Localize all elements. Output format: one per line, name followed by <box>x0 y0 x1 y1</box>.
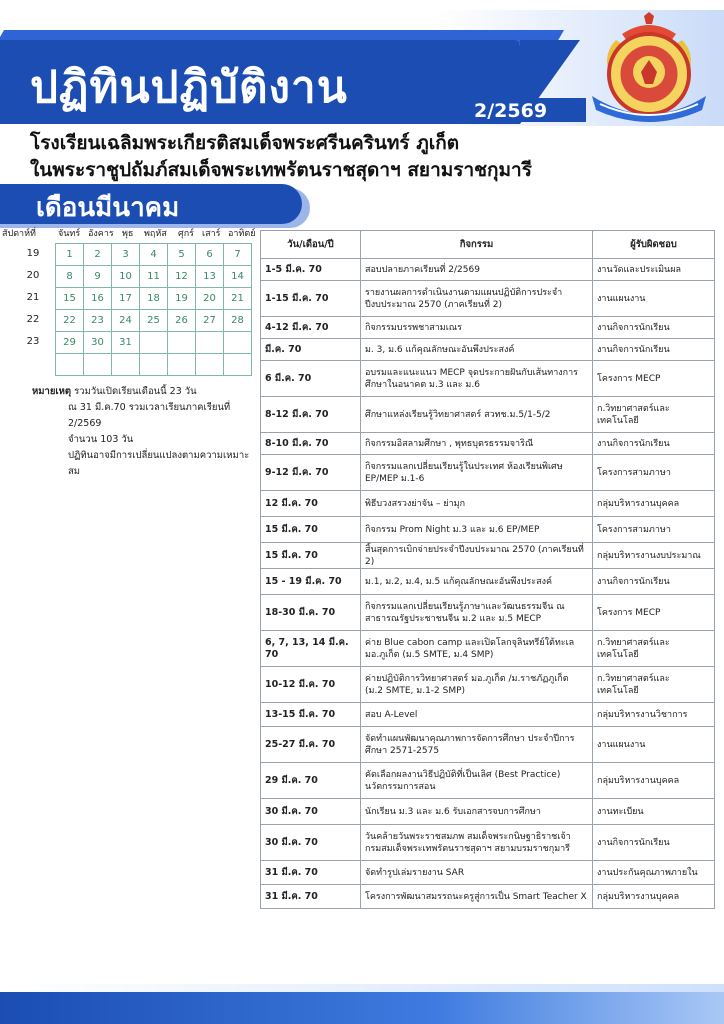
calendar-header <box>2 226 254 240</box>
footer-bar <box>0 992 724 1024</box>
school-name-line2: ในพระราชูปถัมภ์สมเด็จพระเทพรัตนราชสุดาฯ สยามราชกุมารี <box>30 159 532 181</box>
calendar-day: 27 <box>196 310 224 332</box>
calendar-day: 2 <box>84 244 112 266</box>
calendar-header-week: สัปดาห์ที่ <box>2 229 36 239</box>
calendar-day: 20 <box>196 288 224 310</box>
schedule-activity-cell: กิจกรรมบรรพชาสามเณร <box>361 317 593 339</box>
schedule-activity-cell: กิจกรรมแลกเปลี่ยนเรียนรู้ในประเทศ ห้องเรียนพิเศษ EP/MEP ม.1-6 <box>361 455 593 491</box>
schedule-date-cell: 10-12 มี.ค. 70 <box>261 667 361 703</box>
school-name-line1: โรงเรียนเฉลิมพระเกียรติสมเด็จพระศรีนครินทร์ ภูเก็ต <box>30 132 460 154</box>
schedule-date-cell: 25-27 มี.ค. 70 <box>261 727 361 763</box>
school-seal-icon <box>582 12 716 128</box>
schedule-activity-cell: ศึกษาแหล่งเรียนรู้วิทยาศาสตร์ สวทช.ม.5/1-5/2 <box>361 397 593 433</box>
schedule-activity-cell: กิจกรรมอิสลามศึกษา , พุทธบุตรธรรมจาริณี <box>361 433 593 455</box>
schedule-owner-cell: งานแผนงาน <box>593 281 715 317</box>
column-header-activity: กิจกรรม <box>361 231 593 259</box>
schedule-owner-cell: กลุ่มบริหารงานบุคคล <box>593 491 715 517</box>
calendar-day: 5 <box>168 244 196 266</box>
schedule-date-cell: 30 มี.ค. 70 <box>261 799 361 825</box>
week-number: 23 <box>26 336 40 347</box>
schedule-date-cell: 9-12 มี.ค. 70 <box>261 455 361 491</box>
calendar-grid <box>55 243 252 376</box>
calendar-day: 12 <box>168 266 196 288</box>
table-row <box>261 397 715 433</box>
calendar-day <box>168 354 196 376</box>
table-row <box>261 667 715 703</box>
schedule-activity-cell: จัดทำแผนพัฒนาคุณภาพการจัดการศึกษา ประจำปีการศึกษา 2571-2575 <box>361 727 593 763</box>
calendar-day <box>168 332 196 354</box>
schedule-owner-cell: ก.วิทยาศาสตร์และเทคโนโลยี <box>593 667 715 703</box>
week-number: 20 <box>26 270 40 281</box>
calendar-day: 19 <box>168 288 196 310</box>
term-label: 2/2569 <box>474 100 548 122</box>
schedule-activity-cell: สอบ A-Level <box>361 703 593 727</box>
calendar-day: 31 <box>112 332 140 354</box>
schedule-activity-cell: ม. 3, ม.6 แก้คุณลักษณะอันพึงประสงค์ <box>361 339 593 361</box>
schedule-owner-cell: งานกิจการนักเรียน <box>593 339 715 361</box>
schedule-owner-cell: งานแผนงาน <box>593 727 715 763</box>
calendar-header-day: พฤหัส <box>144 229 167 239</box>
calendar-day <box>224 354 252 376</box>
schedule-date-cell: 1-15 มี.ค. 70 <box>261 281 361 317</box>
schedule-owner-cell: โครงการสามภาษา <box>593 455 715 491</box>
calendar-day: 7 <box>224 244 252 266</box>
schedule-activity-cell: ค่ายปฏิบัติการวิทยาศาสตร์ มอ.ภูเก็ต /ม.ราชภัฏภูเก็ต (ม.2 SMTE, ม.1-2 SMP) <box>361 667 593 703</box>
schedule-owner-cell: กลุ่มบริหารงานบุคคล <box>593 885 715 909</box>
table-row <box>261 825 715 861</box>
column-header-owner: ผู้รับผิดชอบ <box>593 231 715 259</box>
calendar-header-day: ศุกร์ <box>178 229 194 239</box>
schedule-date-cell: 1-5 มี.ค. 70 <box>261 259 361 281</box>
table-row <box>261 885 715 909</box>
calendar-row <box>56 288 252 310</box>
calendar-day: 14 <box>224 266 252 288</box>
schedule-owner-cell: งานกิจการนักเรียน <box>593 433 715 455</box>
calendar-week-column <box>18 243 48 375</box>
schedule-date-cell: 8-12 มี.ค. 70 <box>261 397 361 433</box>
schedule-activity-cell: วันคล้ายวันพระราชสมภพ สมเด็จพระกนิษฐาธิราชเจ้า กรมสมเด็จพระเทพรัตนราชสุดาฯ สยามบรมราชกุมารี <box>361 825 593 861</box>
schedule-date-cell: 15 - 19 มี.ค. 70 <box>261 569 361 595</box>
table-row <box>261 339 715 361</box>
note-line: ปฏิทินอาจมีการเปลี่ยนแปลงตามความเหมาะสม <box>68 450 250 477</box>
schedule-date-cell: มี.ค. 70 <box>261 339 361 361</box>
schedule-activity-cell: สิ้นสุดการเบิกจ่ายประจำปีงบประมาณ 2570 (ภาคเรียนที่ 2) <box>361 543 593 569</box>
calendar-header-day: อาทิตย์ <box>228 229 256 239</box>
calendar-day: 24 <box>112 310 140 332</box>
schedule-activity-cell: จัดทำรูปเล่มรายงาน SAR <box>361 861 593 885</box>
week-number: 19 <box>26 248 40 259</box>
calendar-row <box>56 244 252 266</box>
schedule-date-cell: 29 มี.ค. 70 <box>261 763 361 799</box>
calendar-day: 4 <box>140 244 168 266</box>
schedule-owner-cell: กลุ่มบริหารงานบุคคล <box>593 763 715 799</box>
schedule-owner-cell: งานประกันคุณภาพภายใน <box>593 861 715 885</box>
table-row <box>261 317 715 339</box>
schedule-date-cell: 8-10 มี.ค. 70 <box>261 433 361 455</box>
page-title: ปฏิทินปฏิบัติงาน <box>30 62 348 113</box>
schedule-header-row <box>261 231 715 259</box>
schedule-table <box>260 230 715 909</box>
schedule-date-cell: 6 มี.ค. 70 <box>261 361 361 397</box>
calendar-header-day: จันทร์ <box>58 229 81 239</box>
calendar-day: 10 <box>112 266 140 288</box>
calendar-day: 3 <box>112 244 140 266</box>
calendar-day: 8 <box>56 266 84 288</box>
schedule-date-cell: 6, 7, 13, 14 มี.ค. 70 <box>261 631 361 667</box>
schedule-date-cell: 30 มี.ค. 70 <box>261 825 361 861</box>
schedule-date-cell: 12 มี.ค. 70 <box>261 491 361 517</box>
calendar-day: 26 <box>168 310 196 332</box>
schedule-owner-cell: โครงการ MECP <box>593 361 715 397</box>
table-row <box>261 259 715 281</box>
table-row <box>261 543 715 569</box>
calendar-day: 22 <box>56 310 84 332</box>
note-line: จำนวน 103 วัน <box>68 434 134 445</box>
schedule-activity-cell: อบรมและแนะแนว MECP จุดประกายฝันกับเส้นทางการศึกษาในอนาคต ม.3 และ ม.6 <box>361 361 593 397</box>
schedule-date-cell: 13-15 มี.ค. 70 <box>261 703 361 727</box>
calendar-header-day: เสาร์ <box>202 229 221 239</box>
schedule-activity-cell: ค่าย Blue cabon camp และเปิดโลกจุลินทรีย์ใต้ทะเล มอ.ภูเก็ต (ม.5 SMTE, ม.4 SMP) <box>361 631 593 667</box>
schedule-activity-cell: สอบปลายภาคเรียนที่ 2/2569 <box>361 259 593 281</box>
calendar-note <box>32 384 252 480</box>
schedule-activity-cell: กิจกรรมแลกเปลี่ยนเรียนรู้ภาษาและวัฒนธรรมจีน ณ สาธารณรัฐประชาชนจีน ม.2 และ ม.5 MECP <box>361 595 593 631</box>
note-label: หมายเหตุ <box>32 386 72 397</box>
schedule-activity-cell: คัดเลือกผลงานวิธีปฏิบัติที่เป็นเลิศ (Best Practice) นวัตกรรมการสอน <box>361 763 593 799</box>
table-row <box>261 727 715 763</box>
schedule-date-cell: 15 มี.ค. 70 <box>261 543 361 569</box>
table-row <box>261 491 715 517</box>
calendar-day <box>196 354 224 376</box>
table-row <box>261 595 715 631</box>
schedule-activity-cell: พิธีบวงสรวงย่าจัน – ย่ามุก <box>361 491 593 517</box>
week-number <box>18 353 48 375</box>
calendar-day <box>112 354 140 376</box>
schedule-date-cell: 31 มี.ค. 70 <box>261 885 361 909</box>
calendar-day <box>196 332 224 354</box>
schedule-owner-cell: โครงการ MECP <box>593 595 715 631</box>
table-row <box>261 361 715 397</box>
calendar-day: 11 <box>140 266 168 288</box>
calendar-day: 1 <box>56 244 84 266</box>
calendar-header-day: พุธ <box>122 229 134 239</box>
calendar-day: 13 <box>196 266 224 288</box>
schedule-owner-cell: โครงการสามภาษา <box>593 517 715 543</box>
calendar-day <box>84 354 112 376</box>
table-row <box>261 763 715 799</box>
schedule-date-cell: 4-12 มี.ค. 70 <box>261 317 361 339</box>
table-row <box>261 861 715 885</box>
calendar-day <box>140 332 168 354</box>
calendar-day <box>224 332 252 354</box>
schedule-date-cell: 31 มี.ค. 70 <box>261 861 361 885</box>
schedule-date-cell: 18-30 มี.ค. 70 <box>261 595 361 631</box>
note-line: ณ 31 มี.ค.70 รวมเวลาเรียนภาคเรียนที่ 2/2569 <box>68 402 231 429</box>
schedule-owner-cell: ก.วิทยาศาสตร์และเทคโนโลยี <box>593 631 715 667</box>
calendar-day <box>56 354 84 376</box>
calendar-day: 15 <box>56 288 84 310</box>
calendar-day: 30 <box>84 332 112 354</box>
schedule-activity-cell: โครงการพัฒนาสมรรถนะครูสู่การเป็น Smart Teacher X <box>361 885 593 909</box>
schedule-date-cell: 15 มี.ค. 70 <box>261 517 361 543</box>
footer-stripe <box>0 984 724 992</box>
week-number: 22 <box>26 314 40 325</box>
schedule-owner-cell: งานกิจการนักเรียน <box>593 317 715 339</box>
calendar-day: 25 <box>140 310 168 332</box>
note-line: รวมวันเปิดเรียนเดือนนี้ 23 วัน <box>74 386 197 397</box>
schedule-owner-cell: งานวัดและประเมินผล <box>593 259 715 281</box>
table-row <box>261 517 715 543</box>
calendar-day <box>140 354 168 376</box>
calendar-header-day: อังคาร <box>88 229 114 239</box>
schedule-activity-cell: ม.1, ม.2, ม.4, ม.5 แก้คุณลักษณะอันพึงประสงค์ <box>361 569 593 595</box>
schedule-owner-cell: กลุ่มบริหารงานงบประมาณ <box>593 543 715 569</box>
schedule-owner-cell: งานกิจการนักเรียน <box>593 825 715 861</box>
calendar-row <box>56 332 252 354</box>
table-row <box>261 433 715 455</box>
calendar-day: 18 <box>140 288 168 310</box>
calendar-row <box>56 310 252 332</box>
month-title: เดือนมีนาคม <box>36 193 180 223</box>
schedule-owner-cell: กลุ่มบริหารงานวิชาการ <box>593 703 715 727</box>
schedule-activity-cell: กิจกรรม Prom Night ม.3 และ ม.6 EP/MEP <box>361 517 593 543</box>
calendar-day: 6 <box>196 244 224 266</box>
schedule-activity-cell: นักเรียน ม.3 และ ม.6 รับเอกสารจบการศึกษา <box>361 799 593 825</box>
calendar-day: 9 <box>84 266 112 288</box>
calendar-day: 21 <box>224 288 252 310</box>
table-row <box>261 455 715 491</box>
table-row <box>261 281 715 317</box>
column-header-date: วัน/เดือน/ปี <box>261 231 361 259</box>
calendar-day: 23 <box>84 310 112 332</box>
schedule-activity-cell: รายงานผลการดำเนินงานตามแผนปฏิบัติการประจำปีงบประมาณ 2570 (ภาคเรียนที่ 2) <box>361 281 593 317</box>
table-row <box>261 569 715 595</box>
calendar-row <box>56 354 252 376</box>
calendar-day: 29 <box>56 332 84 354</box>
week-number: 21 <box>26 292 40 303</box>
calendar-day: 28 <box>224 310 252 332</box>
calendar-day: 17 <box>112 288 140 310</box>
calendar-row <box>56 266 252 288</box>
schedule-owner-cell: ก.วิทยาศาสตร์และเทคโนโลยี <box>593 397 715 433</box>
table-row <box>261 799 715 825</box>
schedule-owner-cell: งานกิจการนักเรียน <box>593 569 715 595</box>
table-row <box>261 631 715 667</box>
schedule-owner-cell: งานทะเบียน <box>593 799 715 825</box>
table-row <box>261 703 715 727</box>
calendar-day: 16 <box>84 288 112 310</box>
